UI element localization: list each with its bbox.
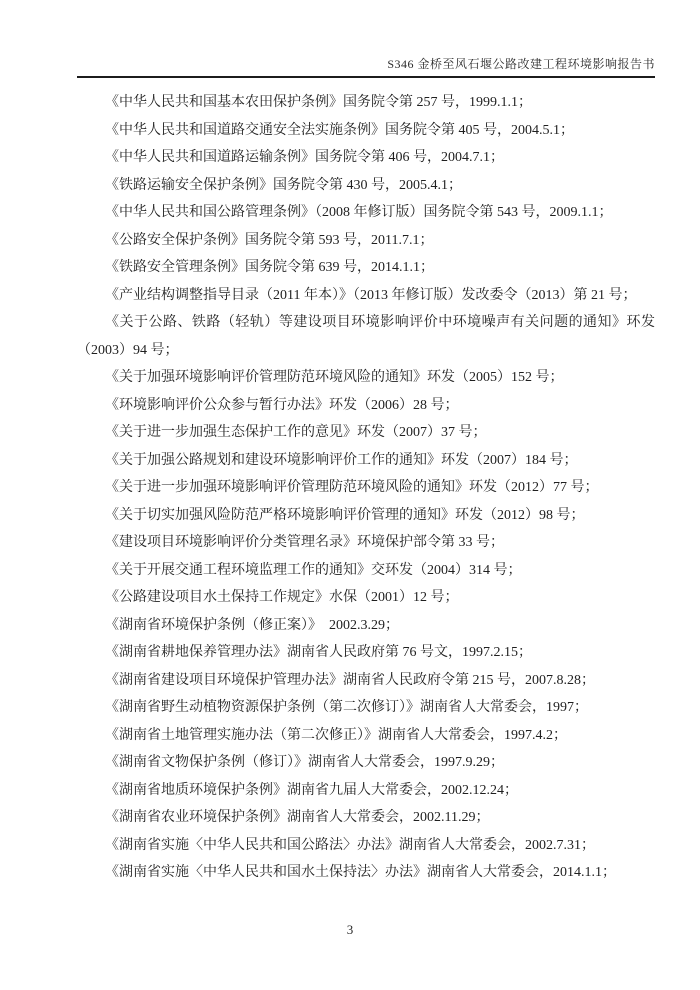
header-title: S346 金桥至风石堰公路改建工程环境影响报告书 — [387, 57, 655, 71]
regulation-item: 《产业结构调整指导目录（2011 年本）》（2013 年修订版）发改委令（2013）第 21 号； — [105, 287, 637, 303]
regulation-item: 《铁路安全管理条例》国务院令第 639 号，2014.1.1； — [105, 260, 434, 275]
regulation-item: 《湖南省建设项目环境保护管理办法》湖南省人民政府令第 215 号，2007.8.28； — [105, 672, 595, 688]
regulation-item: 《公路建设项目水土保持工作规定》水保（2001）12 号； — [105, 590, 459, 605]
regulation-item: 《关于进一步加强环境影响评价管理防范环境风险的通知》环发（2012）77 号； — [105, 480, 599, 495]
page-header — [77, 0, 655, 78]
page-footer — [0, 921, 700, 939]
regulation-item: 《关于进一步加强生态保护工作的意见》环发（2007）37 号； — [105, 425, 487, 440]
regulation-item: 《关于加强环境影响评价管理防范环境风险的通知》环发（2005）152 号； — [105, 370, 564, 385]
regulation-item: 《建设项目环境影响评价分类管理名录》环境保护部令第 33 号； — [105, 535, 504, 550]
regulation-item: 《湖南省耕地保养管理办法》湖南省人民政府第 76 号文，1997.2.15； — [105, 645, 532, 660]
regulation-item: 《湖南省实施〈中华人民共和国水土保持法〉办法》湖南省人大常委会，2014.1.1； — [105, 865, 616, 880]
regulation-list — [77, 89, 655, 887]
regulation-item: 《湖南省环境保护条例（修正案）》 2002.3.29； — [105, 617, 399, 633]
regulation-item: 《湖南省土地管理实施办法（第二次修正）》湖南省人大常委会，1997.4.2； — [105, 727, 567, 743]
regulation-item: 《关于加强公路规划和建设环境影响评价工作的通知》环发（2007）184 号； — [105, 452, 578, 468]
regulation-item: 《湖南省农业环境保护条例》湖南省人大常委会，2002.11.29； — [105, 810, 490, 825]
regulation-item: 《环境影响评价公众参与暂行办法》环发（2006）28 号； — [105, 397, 459, 413]
regulation-item: 《中华人民共和国道路交通安全法实施条例》国务院令第 405 号，2004.5.1； — [105, 122, 574, 138]
page-number: 3 — [346, 922, 354, 937]
regulation-item: 《铁路运输安全保护条例》国务院令第 430 号，2005.4.1； — [105, 177, 462, 193]
regulation-item: 《湖南省地质环境保护条例》湖南省九届人大常委会，2002.12.24； — [105, 782, 518, 798]
regulation-item: 《关于切实加强风险防范严格环境影响评价管理的通知》环发（2012）98 号； — [105, 507, 585, 523]
regulation-item: 《湖南省实施〈中华人民共和国公路法〉办法》湖南省人大常委会，2002.7.31； — [105, 837, 595, 853]
regulation-item: 《中华人民共和国基本农田保护条例》国务院令第 257 号，1999.1.1； — [105, 95, 532, 110]
regulation-item: 《中华人民共和国道路运输条例》国务院令第 406 号，2004.7.1； — [105, 150, 504, 165]
regulation-item: 《湖南省文物保护条例（修订）》湖南省人大常委会，1997.9.29； — [105, 755, 504, 770]
regulation-item: 《关于公路、铁路（轻轨）等建设项目环境影响评价中环境噪声有关问题的通知》环发（2003）94 号； — [77, 315, 655, 358]
regulation-item: 《公路安全保护条例》国务院令第 593 号，2011.7.1； — [105, 232, 434, 248]
regulation-item: 《湖南省野生动植物资源保护条例（第二次修订）》湖南省人大常委会，1997； — [105, 700, 588, 715]
regulation-item: 《关于开展交通工程环境监理工作的通知》交环发（2004）314 号； — [105, 562, 522, 578]
regulation-item: 《中华人民共和国公路管理条例》（2008 年修订版）国务院令第 543 号，2009.1.1； — [105, 205, 613, 220]
